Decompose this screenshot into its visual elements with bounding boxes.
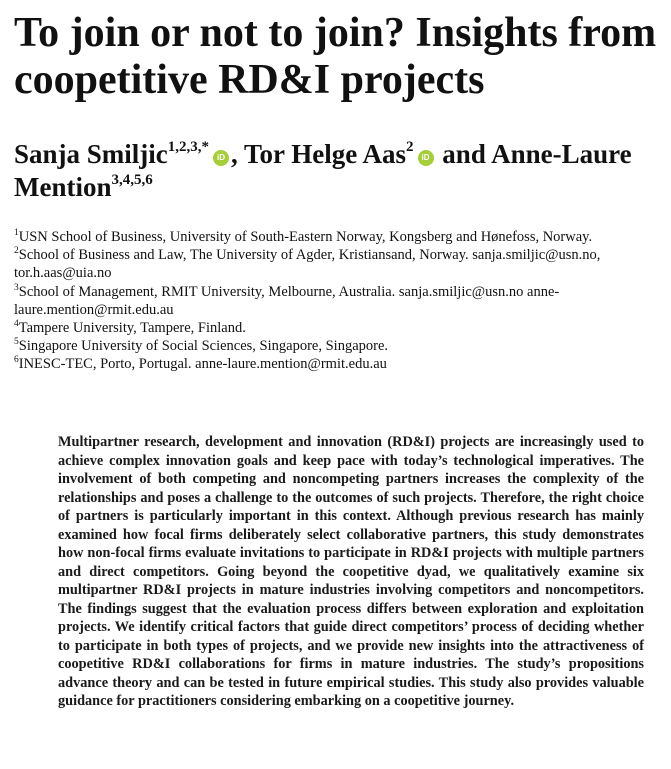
- author-name: Tor Helge Aas: [244, 139, 407, 169]
- author-name: Anne-Laure Mention: [14, 139, 632, 202]
- affiliation-text: School of Management, RMIT University, Melbourne, Australia. sanja.smiljic@usn.no anne-laure.mention@rmit.edu.au: [14, 283, 560, 318]
- affiliation-item: [14, 283, 664, 319]
- orcid-icon[interactable]: iD: [213, 150, 229, 166]
- affiliation-number: 3: [14, 282, 19, 293]
- affiliation-number: 2: [14, 246, 19, 257]
- author-affiliation-marks: 3,4,5,6: [111, 172, 153, 188]
- author-separator: ,: [231, 139, 245, 169]
- abstract-text: Multipartner research, development and innovation (RD&I) projects are increasingly used to achieve complex innovation goals and keep pace with today’s technological imperatives. The involvement of both competing and noncompeting partners increases the complexity of the relationships and poses a challenge to the outcomes of such projects. Therefore, the right choice of partners is particularly important in this context. Although previous research has mainly examined how focal firms deliberately select collaborative partners, this study demonstrates how non-focal firms evaluate invitations to participate in RD&I projects with multiple partners and direct competitors. Going beyond the coopetitive dyad, we qualitatively examine six multipartner RD&I projects in mature industries involving competitors and noncompetitors. The findings suggest that the evaluation process differs between exploration and exploitation projects. We identify critical factors that guide direct competitors’ process of deciding whether to participate in both types of projects, and we provide new insights into the attractiveness of coopetitive RD&I collaborations for firms in mature industries. The study’s propositions advance theory and can be tested in future empirical studies. This study also provides valuable guidance for practitioners considering embarking on a coopetitive journey.: [58, 434, 644, 709]
- affiliation-number: 5: [14, 337, 19, 348]
- author-list: [14, 138, 664, 204]
- affiliation-number: 4: [14, 319, 19, 330]
- affiliation-text: Singapore University of Social Sciences, Singapore, Singapore.: [18, 338, 389, 355]
- affiliation-text: Tampere University, Tampere, Finland.: [18, 320, 246, 337]
- affiliation-number: 6: [14, 355, 19, 366]
- affiliation-text: USN School of Business, University of South-Eastern Norway, Kongsberg and Hønefoss, Norway.: [18, 229, 593, 245]
- author-affiliation-marks: 1,2,3,*: [167, 139, 210, 155]
- author-1: [14, 139, 244, 169]
- author-affiliation-marks: 2: [406, 139, 414, 155]
- affiliation-text: INESC-TEC, Porto, Portugal. anne-laure.mention@rmit.edu.au: [18, 356, 387, 373]
- paper-title: To join or not to join? Insights from coopetitive RD&I projects: [14, 10, 657, 103]
- affiliation-text: School of Business and Law, The University of Agder, Kristiansand, Norway. sanja.smiljic@usn.no, tor.h.aas@uia.no: [14, 247, 601, 282]
- affiliation-item: [14, 246, 664, 282]
- author-name: Sanja Smiljic: [14, 139, 168, 169]
- orcid-icon[interactable]: iD: [418, 150, 434, 166]
- affiliation-item: [14, 355, 664, 373]
- affiliation-list: [14, 228, 664, 374]
- affiliation-item: [14, 228, 664, 246]
- author-separator: and: [435, 139, 492, 169]
- author-2: [244, 139, 491, 169]
- affiliation-item: [14, 337, 664, 355]
- affiliation-number: 1: [14, 228, 19, 239]
- affiliation-item: [14, 319, 664, 337]
